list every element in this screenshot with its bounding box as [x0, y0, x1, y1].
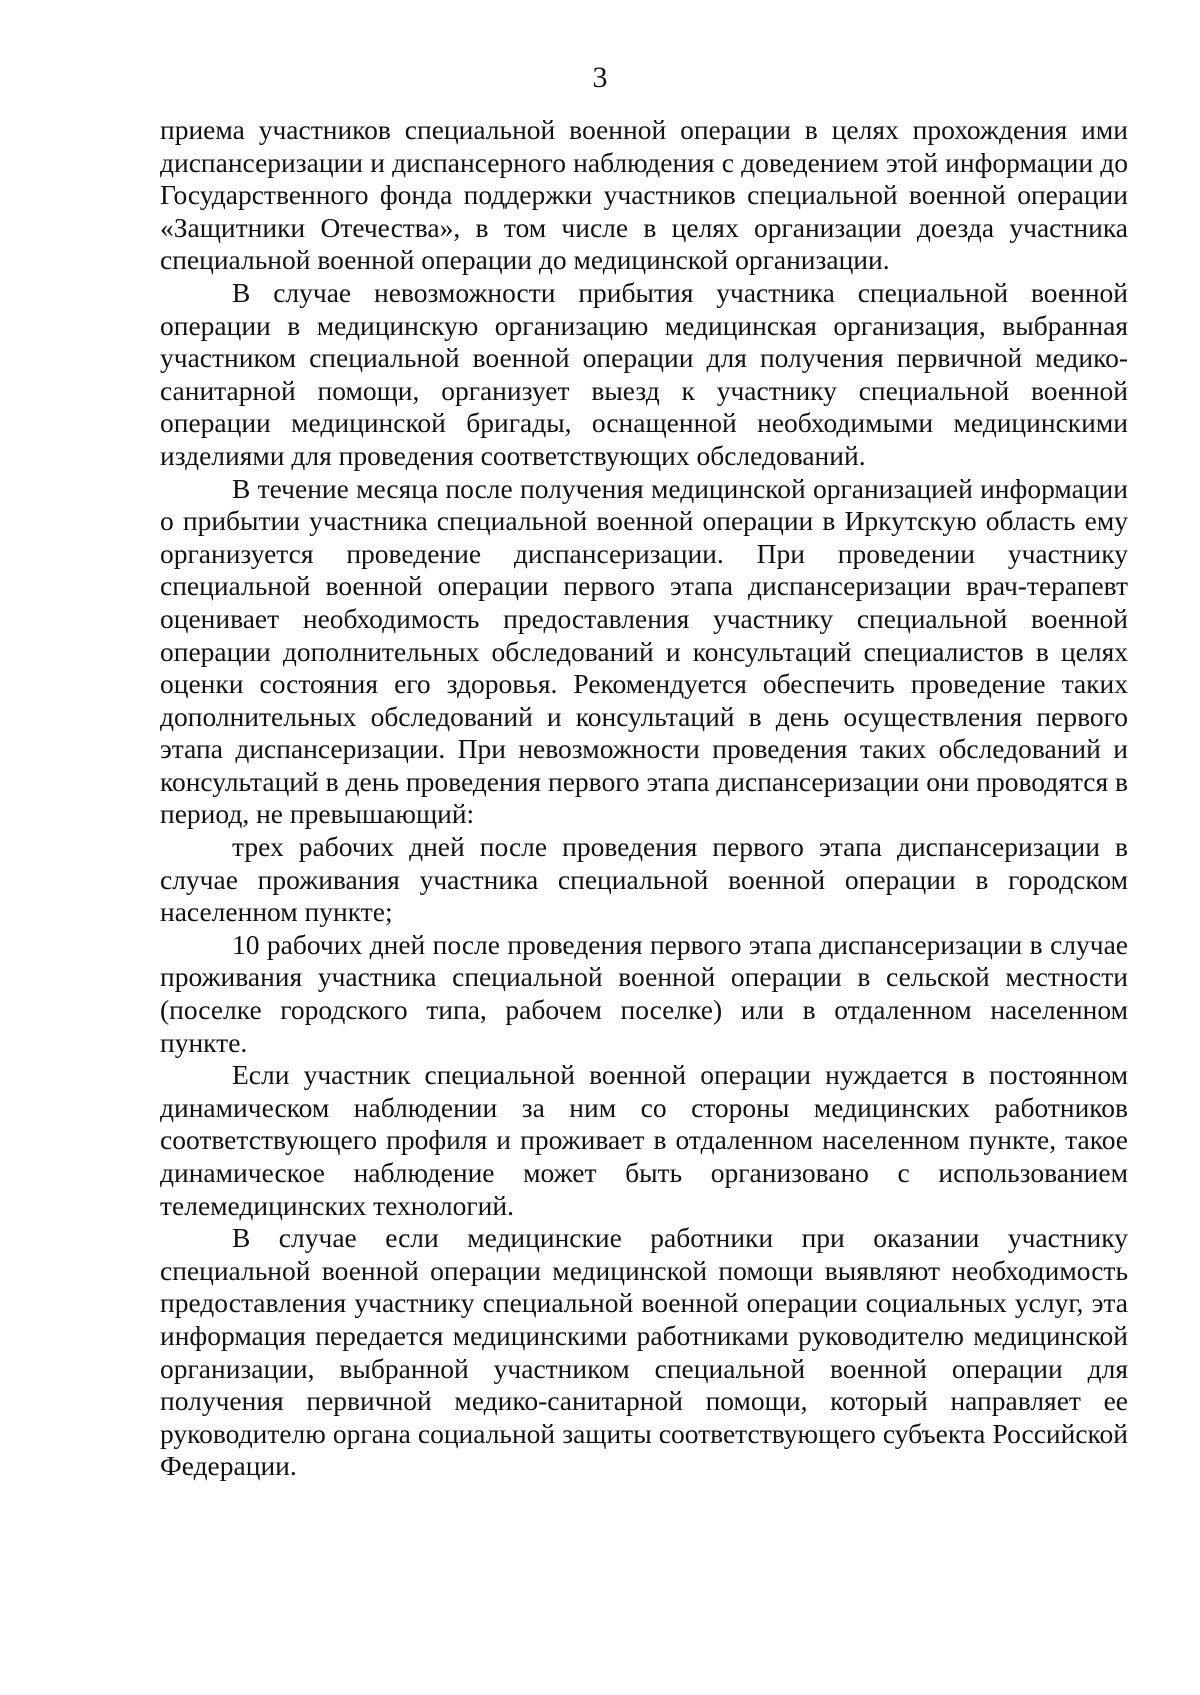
page-number: 3	[592, 61, 608, 94]
paragraph-social-services: В случае если медицинские работники при оказании участнику специальной военной операции медицинской помощи выявляют необходимость предоставления участнику специальной военной операции социальных услуг, эта информация передается медицинскими работниками руководителю медицинской организации, выбранной участником специальной военной операции для получения первичной медико-санитарной помощи, который направляет ее руководителю органа социальной защиты соответствующего субъекта Российской Федерации.	[160, 1222, 1128, 1482]
paragraph-departure-brigade: В случае невозможности прибытия участника специальной военной операции в медицинскую организацию медицинская организация, выбранная участником специальной военной операции для получения первичной медико-санитарной помощи, организует выезд к участнику специальной военной операции медицинской бригады, оснащенной необходимыми медицинскими изделиями для проведения соответствующих обследований.	[160, 276, 1128, 471]
paragraph-rural-term: 10 рабочих дней после проведения первого этапа диспансеризации в случае проживания участника специальной военной операции в сельской местности (поселке городского типа, рабочем поселке) или в отдаленном населенном пункте.	[160, 928, 1128, 1058]
paragraph-telemedicine: Если участник специальной военной операции нуждается в постоянном динамическом наблюдении за ним со стороны медицинских работников соответствующего профиля и проживает в отдаленном населенном пункте, такое динамическое наблюдение может быть организовано с использованием телемедицинских технологий.	[160, 1059, 1128, 1221]
paragraph-continuation: приема участников специальной военной операции в целях прохождения ими диспансеризации и диспансерного наблюдения с доведением этой информации до Государственного фонда поддержки участников специальной военной операции «Защитники Отечества», в том числе в целях организации доезда участника специальной военной операции до медицинской организации.	[160, 114, 1128, 276]
paragraph-urban-term: трех рабочих дней после проведения первого этапа диспансеризации в случае проживания участника специальной военной операции в городском населенном пункте;	[160, 831, 1128, 928]
document-body	[160, 114, 1128, 1483]
paragraph-dispensarization-terms: В течение месяца после получения медицинской организацией информации о прибытии участника специальной военной операции в Иркутскую область ему организуется проведение диспансеризации. При проведении участнику специальной военной операции первого этапа диспансеризации врач-терапевт оценивает необходимость предоставления участнику специальной военной операции дополнительных обследований и консультаций специалистов в целях оценки состояния его здоровья. Рекомендуется обеспечить проведение таких дополнительных обследований и консультаций в день осуществления первого этапа диспансеризации. При невозможности проведения таких обследований и консультаций в день проведения первого этапа диспансеризации они проводятся в период, не превышающий:	[160, 472, 1128, 830]
